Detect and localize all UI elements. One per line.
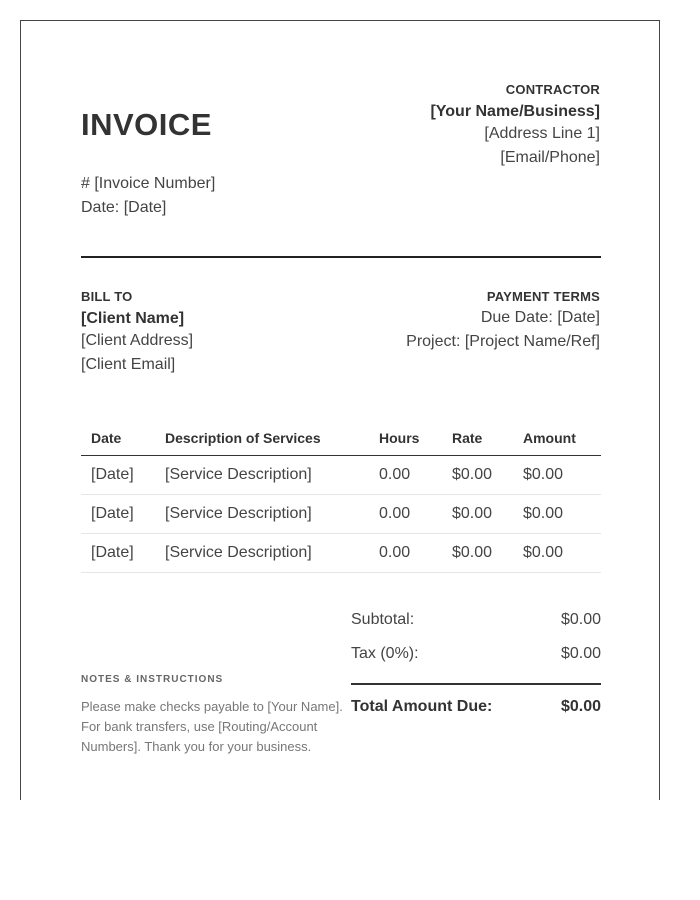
invoice-title: INVOICE xyxy=(81,107,212,142)
total-value: $0.00 xyxy=(560,697,601,715)
subtotal-value: $0.00 xyxy=(560,611,601,628)
row-amount: $0.00 xyxy=(513,534,601,573)
subtotal-label: Subtotal: xyxy=(351,611,415,628)
table-header-row xyxy=(81,421,601,456)
total-label: Total Amount Due: xyxy=(351,697,493,715)
header-divider xyxy=(81,256,601,258)
client-name: [Client Name] xyxy=(81,310,185,327)
payment-terms-label: PAYMENT TERMS xyxy=(486,289,600,304)
services-table xyxy=(81,421,601,573)
row-hours: 0.00 xyxy=(369,495,442,534)
client-email: [Client Email] xyxy=(81,356,176,373)
table-row xyxy=(81,495,601,534)
tax-row xyxy=(351,642,601,676)
row-rate: $0.00 xyxy=(442,534,513,573)
contractor-name: [Your Name/Business] xyxy=(430,103,600,120)
table-row xyxy=(81,456,601,495)
row-description: [Service Description] xyxy=(155,534,369,573)
contractor-address: [Address Line 1] xyxy=(484,125,600,142)
contractor-contact: [Email/Phone] xyxy=(500,149,600,166)
invoice-date: Date: [Date] xyxy=(81,199,167,216)
payment-terms-block xyxy=(300,289,600,354)
notes-block xyxy=(81,674,351,757)
header-date: Date xyxy=(81,421,155,456)
due-date: Due Date: [Date] xyxy=(480,309,600,326)
header-amount: Amount xyxy=(513,421,601,456)
contractor-label: CONTRACTOR xyxy=(505,82,600,97)
totals-divider xyxy=(351,683,601,685)
totals-block xyxy=(351,608,601,717)
subtotal-row xyxy=(351,608,601,642)
contractor-block xyxy=(300,82,600,170)
notes-text: Please make checks payable to [Your Name]. For bank transfers, use [Routing/Account Numbers]. Thank you for your business. xyxy=(81,699,343,754)
row-amount: $0.00 xyxy=(513,456,601,495)
client-address: [Client Address] xyxy=(81,332,194,349)
row-date: [Date] xyxy=(81,534,155,573)
row-rate: $0.00 xyxy=(442,495,513,534)
row-description: [Service Description] xyxy=(155,456,369,495)
notes-label: NOTES & INSTRUCTIONS xyxy=(81,674,224,685)
header-rate: Rate xyxy=(442,421,513,456)
row-amount: $0.00 xyxy=(513,495,601,534)
bill-to-label: BILL TO xyxy=(81,289,133,304)
row-description: [Service Description] xyxy=(155,495,369,534)
row-rate: $0.00 xyxy=(442,456,513,495)
project-ref: Project: [Project Name/Ref] xyxy=(406,333,600,350)
total-due-row xyxy=(351,697,601,717)
header-hours: Hours xyxy=(369,421,442,456)
table-row xyxy=(81,534,601,573)
row-date: [Date] xyxy=(81,495,155,534)
invoice-page xyxy=(20,20,660,800)
header-description: Description of Services xyxy=(155,421,369,456)
row-hours: 0.00 xyxy=(369,456,442,495)
tax-value: $0.00 xyxy=(560,645,601,662)
row-date: [Date] xyxy=(81,456,155,495)
row-hours: 0.00 xyxy=(369,534,442,573)
invoice-number: # [Invoice Number] xyxy=(81,175,216,192)
tax-label: Tax (0%): xyxy=(351,645,419,662)
